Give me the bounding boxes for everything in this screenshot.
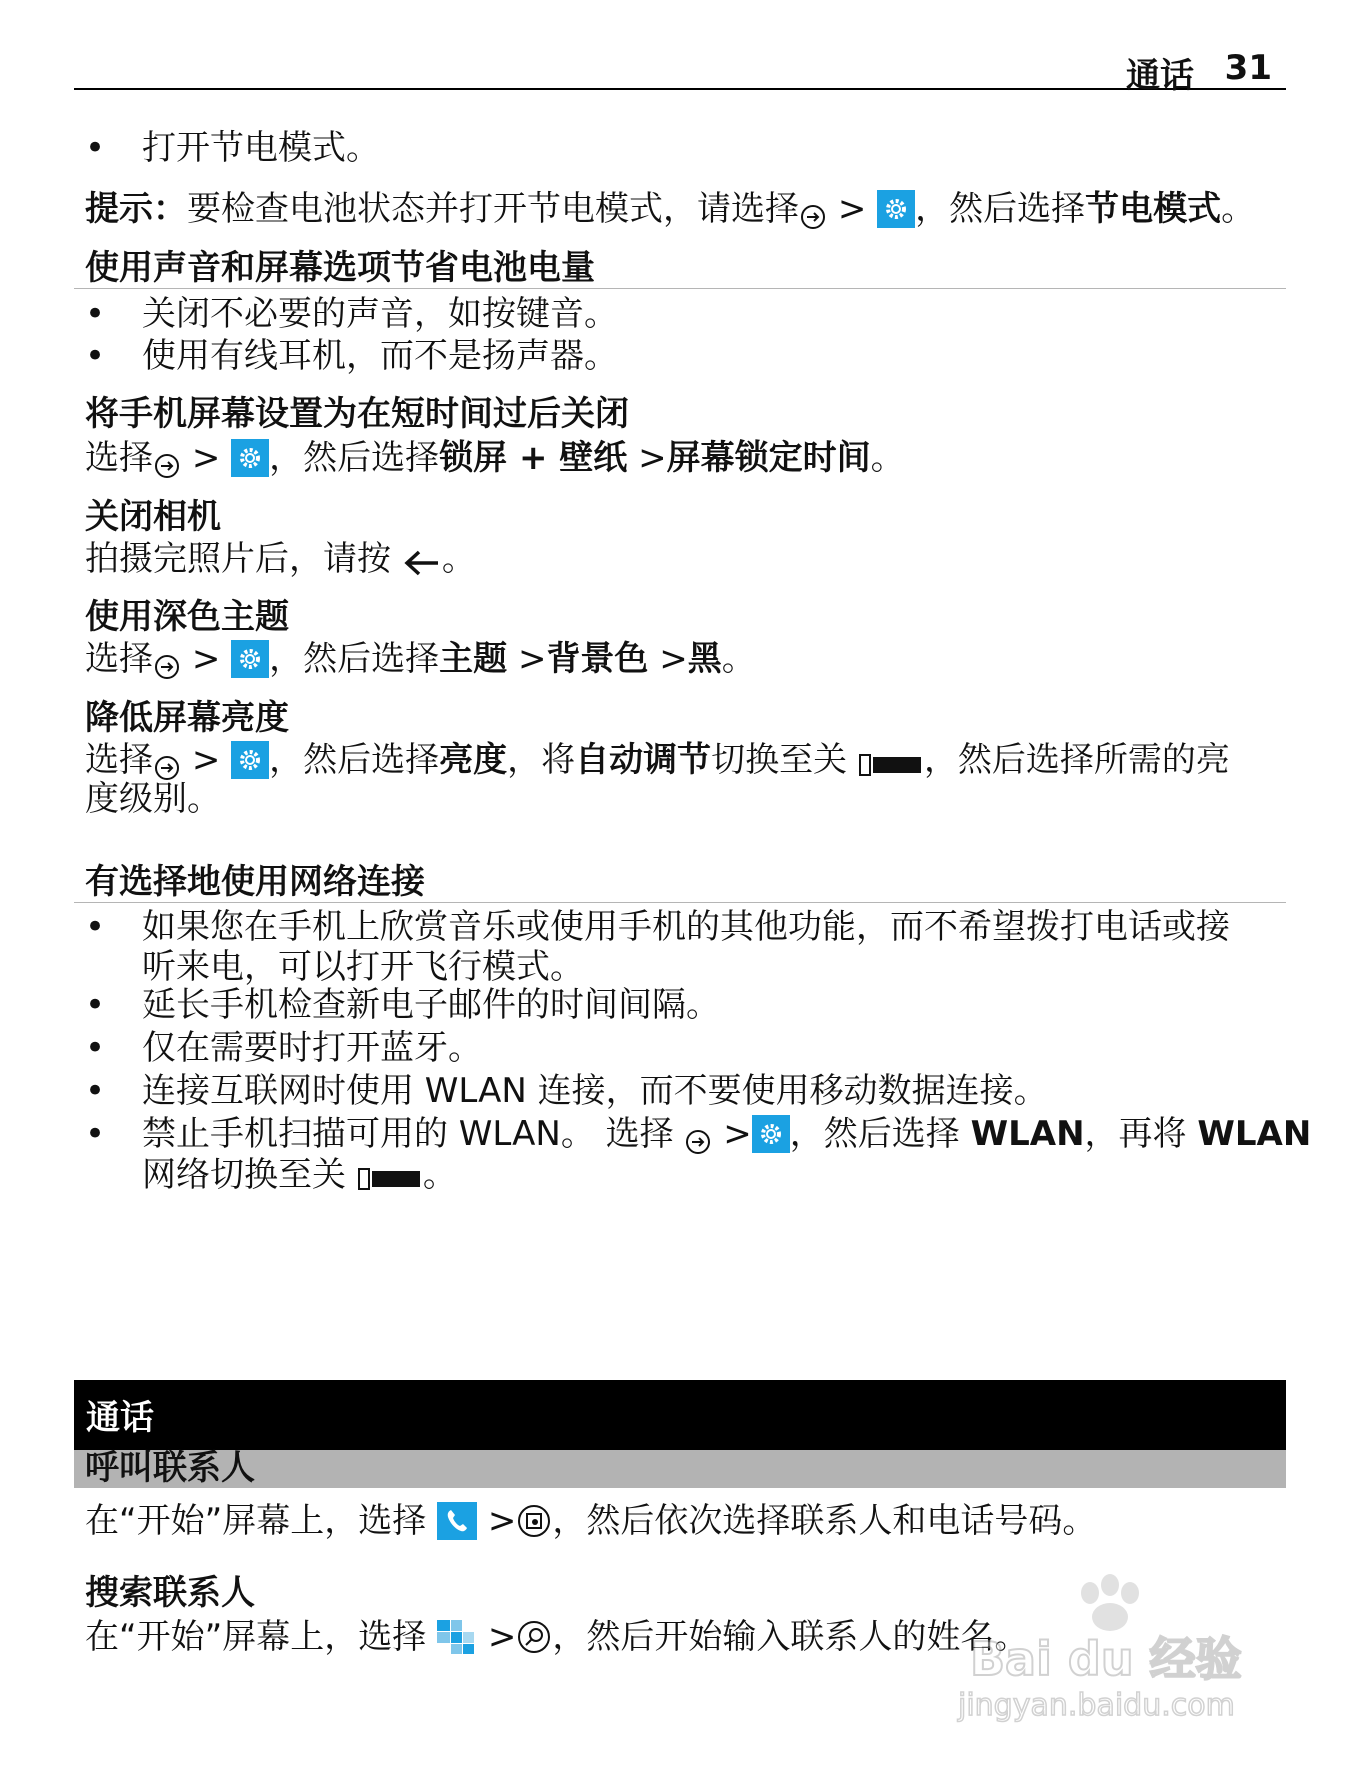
- page-header: [74, 44, 1286, 96]
- section-banner: [74, 1380, 1286, 1450]
- settings-icon: [231, 741, 269, 779]
- instruction-continued: 度级别。: [85, 779, 221, 819]
- instruction: 拍摄完照片后，请按 。: [85, 539, 476, 579]
- search-icon: [516, 1619, 552, 1655]
- header-title: 通话: [1126, 56, 1194, 96]
- start-arrow-icon: [153, 653, 181, 681]
- settings-icon: [231, 439, 269, 477]
- start-arrow-icon: [799, 203, 827, 231]
- settings-icon: [231, 640, 269, 678]
- section-heading: 降低屏幕亮度: [85, 698, 289, 738]
- settings-icon: [752, 1115, 790, 1153]
- start-arrow-icon: [153, 452, 181, 480]
- phone-tile-icon: [437, 1502, 477, 1540]
- section-heading: 关闭相机: [85, 497, 221, 537]
- section-heading: 搜索联系人: [85, 1573, 255, 1613]
- svg-text:jingyan.baidu.com: jingyan.baidu.com: [958, 1688, 1235, 1723]
- section-heading: 有选择地使用网络连接: [74, 862, 1286, 903]
- section-heading: 将手机屏幕设置为在短时间过后关闭: [85, 394, 629, 434]
- back-arrow-icon: [402, 548, 442, 578]
- people-tile-icon: [437, 1618, 477, 1656]
- instruction: 在“开始”屏幕上，选择 > ，然后依次选择联系人和电话号码。: [85, 1501, 1097, 1541]
- section-title: 通话: [86, 1398, 154, 1438]
- toggle-off-icon: [858, 751, 924, 777]
- instruction: 选择 > ，然后选择亮度，将自动调节切换至关 ，然后选择所需的亮: [85, 740, 1230, 780]
- baidu-watermark: [950, 1565, 1280, 1725]
- tip-paragraph: 提示：要检查电池状态并打开节电模式，请选择 > ，然后选择节电模式。: [85, 189, 1256, 229]
- section-heading: 使用深色主题: [85, 597, 289, 637]
- page-number: 31: [1224, 48, 1272, 88]
- instruction: 选择 > ，然后选择主题 >背景色 >黑。: [85, 639, 756, 679]
- instruction: 在“开始”屏幕上，选择 > ，然后开始输入联系人的姓名。: [85, 1617, 1029, 1657]
- instruction: 选择 > ，然后选择锁屏 + 壁纸 >屏幕锁定时间。: [85, 438, 905, 478]
- start-arrow-icon: [684, 1128, 712, 1156]
- svg-text:Bai du 经验: Bai du 经验: [970, 1632, 1242, 1686]
- subsection-title: 呼叫联系人: [85, 1448, 255, 1488]
- toggle-off-icon: [357, 1165, 423, 1191]
- contacts-circle-icon: [516, 1503, 552, 1539]
- section-heading: 使用声音和屏幕选项节省电池电量: [74, 248, 1286, 289]
- subsection-banner: [74, 1450, 1286, 1488]
- settings-icon: [877, 190, 915, 228]
